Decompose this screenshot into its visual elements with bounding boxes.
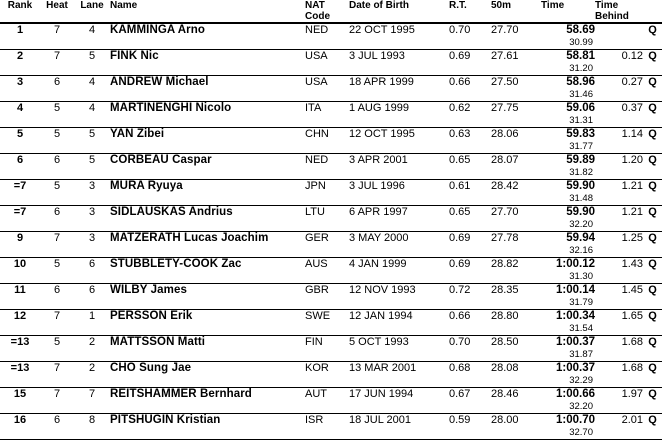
cell-athlete-name: PITSHUGIN Kristian: [110, 414, 221, 426]
cell-heat: 7: [53, 24, 61, 36]
cell-time: [541, 206, 595, 232]
second-50-split: 31.87: [569, 349, 593, 360]
cell-heat: 6: [53, 154, 61, 166]
header-date-of-birth: Date of Birth: [349, 0, 449, 23]
cell-nat-code: KOR: [305, 362, 329, 374]
final-time: 59.89: [566, 154, 595, 166]
cell-nat-code: CHN: [305, 128, 329, 140]
cell-nat-code: JPN: [305, 180, 326, 192]
cell-rank: =13: [10, 336, 30, 348]
cell-time-behind: 1.21: [621, 180, 643, 192]
cell-nat-code: FIN: [305, 336, 323, 348]
cell-athlete-name: CORBEAU Caspar: [110, 154, 212, 166]
final-time: 1:00.34: [555, 310, 595, 322]
cell-date-of-birth: 1 AUG 1999: [349, 102, 409, 114]
final-time: 1:00.37: [555, 336, 595, 348]
final-time: 59.94: [566, 232, 595, 244]
cell-rank: 11: [14, 284, 26, 296]
cell-50m-split: 28.06: [491, 128, 519, 140]
cell-qualify-badge: Q: [648, 76, 657, 88]
cell-rank: 4: [16, 102, 24, 114]
cell-time-behind: 0.37: [621, 102, 643, 114]
cell-athlete-name: SIDLAUSKAS Andrius: [110, 206, 233, 218]
cell-time-behind: 1.45: [621, 284, 643, 296]
final-time: 59.90: [566, 180, 595, 192]
cell-reaction-time: 0.70: [449, 24, 471, 36]
cell-rank: 1: [16, 24, 24, 36]
cell-rank: 2: [16, 50, 24, 62]
header-50m-split: 50m: [491, 0, 541, 23]
header-behind-line2: Behind: [595, 11, 629, 22]
header-time-behind: [595, 0, 643, 23]
table-header: [0, 0, 662, 23]
final-time: 58.81: [566, 50, 595, 62]
final-time: 1:00.12: [555, 258, 595, 270]
cell-lane: 2: [88, 336, 96, 348]
second-50-split: 31.46: [569, 89, 593, 100]
cell-50m-split: 27.70: [491, 206, 519, 218]
cell-lane: 5: [88, 154, 96, 166]
cell-qualify-badge: Q: [648, 102, 657, 114]
cell-athlete-name: MATZERATH Lucas Joachim: [110, 232, 269, 244]
cell-time: [541, 336, 595, 362]
cell-athlete-name: MARTINENGHI Nicolo: [110, 102, 232, 114]
header-nat-line1: NAT: [305, 0, 325, 11]
cell-lane: 5: [88, 128, 96, 140]
table-row: [0, 284, 662, 310]
cell-date-of-birth: 6 APR 1997: [349, 206, 408, 218]
cell-time-behind: 0.12: [621, 50, 643, 62]
cell-reaction-time: 0.69: [449, 50, 471, 62]
cell-lane: 5: [88, 50, 96, 62]
cell-time: [541, 232, 595, 258]
table-row: [0, 414, 662, 440]
cell-lane: 4: [88, 24, 96, 36]
table-row: [0, 362, 662, 388]
cell-date-of-birth: 5 OCT 1993: [349, 336, 409, 348]
cell-lane: 4: [88, 102, 96, 114]
table-body: [0, 23, 662, 440]
table-row: [0, 50, 662, 76]
cell-qualify-badge: Q: [648, 180, 657, 192]
cell-time-behind: 1.97: [621, 388, 643, 400]
cell-date-of-birth: 17 JUN 1994: [349, 388, 414, 400]
cell-time: [541, 362, 595, 388]
cell-date-of-birth: 12 OCT 1995: [349, 128, 415, 140]
header-nat-line2: Code: [305, 11, 330, 22]
cell-lane: 3: [88, 180, 96, 192]
table-row: [0, 232, 662, 258]
cell-time: [541, 388, 595, 414]
cell-reaction-time: 0.65: [449, 154, 471, 166]
cell-athlete-name: STUBBLETY-COOK Zac: [110, 258, 242, 270]
cell-rank: 16: [13, 414, 27, 426]
cell-time-behind: [595, 23, 643, 50]
cell-heat: 5: [53, 180, 61, 192]
cell-athlete-name: WILBY James: [110, 284, 187, 296]
cell-qualify-badge: Q: [648, 388, 657, 400]
cell-lane: 7: [88, 388, 96, 400]
cell-qualify-badge: Q: [648, 310, 657, 322]
cell-nat-code: LTU: [305, 206, 325, 218]
header-qualify: [643, 0, 662, 23]
cell-reaction-time: 0.66: [449, 76, 471, 88]
cell-lane: 6: [88, 284, 96, 296]
cell-reaction-time: 0.61: [449, 180, 471, 192]
cell-nat-code: GER: [305, 232, 329, 244]
table-row: [0, 23, 662, 50]
cell-athlete-name: ANDREW Michael: [110, 76, 209, 88]
final-time: 58.69: [566, 24, 595, 36]
cell-heat: 7: [53, 388, 61, 400]
cell-athlete-name: PERSSON Erik: [110, 310, 193, 322]
cell-50m-split: 28.50: [491, 336, 519, 348]
cell-reaction-time: 0.70: [449, 336, 471, 348]
cell-rank: 9: [16, 232, 24, 244]
cell-qualify-badge: Q: [648, 128, 657, 140]
cell-heat: 7: [53, 362, 61, 374]
cell-nat-code: SWE: [305, 310, 331, 322]
cell-rank: 15: [13, 388, 27, 400]
cell-date-of-birth: 3 JUL 1996: [349, 180, 405, 192]
final-time: 58.96: [566, 76, 595, 88]
second-50-split: 32.29: [569, 375, 593, 386]
cell-date-of-birth: 3 APR 2001: [349, 154, 408, 166]
cell-reaction-time: 0.63: [449, 128, 471, 140]
second-50-split: 32.16: [569, 245, 593, 256]
second-50-split: 31.20: [569, 63, 593, 74]
cell-athlete-name: REITSHAMMER Bernhard: [110, 388, 252, 400]
cell-rank: 12: [13, 310, 27, 322]
cell-nat-code: AUT: [305, 388, 327, 400]
cell-qualify-badge: Q: [648, 284, 657, 296]
header-heat: Heat: [40, 0, 74, 23]
cell-rank: 6: [16, 154, 24, 166]
table-row: [0, 180, 662, 206]
cell-time-behind: 1.68: [621, 336, 643, 348]
cell-qualify-badge: Q: [648, 24, 657, 36]
header-rank: Rank: [0, 0, 40, 23]
cell-rank: 3: [16, 76, 24, 88]
cell-date-of-birth: 3 JUL 1993: [349, 50, 405, 62]
cell-time: [541, 154, 595, 180]
table-row: [0, 128, 662, 154]
cell-reaction-time: 0.67: [449, 388, 471, 400]
cell-time: [541, 310, 595, 336]
cell-rank: =7: [13, 180, 27, 192]
cell-qualify-badge: Q: [648, 258, 657, 270]
table-row: [0, 388, 662, 414]
second-50-split: 31.82: [569, 167, 593, 178]
cell-heat: 7: [53, 232, 61, 244]
cell-reaction-time: 0.66: [449, 310, 471, 322]
final-time: 1:00.37: [555, 362, 595, 374]
cell-time: [541, 50, 595, 76]
cell-nat-code: USA: [305, 76, 328, 88]
cell-heat: 5: [53, 128, 61, 140]
final-time: 59.06: [566, 102, 595, 114]
final-time: 1:00.66: [555, 388, 595, 400]
cell-rank: 5: [16, 128, 24, 140]
cell-50m-split: 28.42: [491, 180, 519, 192]
cell-heat: 6: [53, 414, 61, 426]
cell-heat: 7: [53, 50, 61, 62]
cell-nat-code: GBR: [305, 284, 329, 296]
cell-lane: 3: [88, 232, 96, 244]
cell-athlete-name: MATTSSON Matti: [110, 336, 206, 348]
cell-time-behind: 1.25: [621, 232, 643, 244]
cell-reaction-time: 0.59: [449, 414, 471, 426]
cell-50m-split: 28.82: [491, 258, 519, 270]
cell-50m-split: 27.75: [491, 102, 519, 114]
header-behind-line1: Time: [595, 0, 619, 11]
final-time: 1:00.70: [555, 414, 595, 426]
cell-time-behind: 1.20: [621, 154, 643, 166]
cell-time: [541, 258, 595, 284]
cell-lane: 3: [88, 206, 96, 218]
header-reaction-time: R.T.: [449, 0, 491, 23]
cell-50m-split: 28.08: [491, 362, 519, 374]
final-time: 59.83: [566, 128, 595, 140]
cell-rank: =13: [10, 362, 30, 374]
cell-lane: 1: [88, 310, 96, 322]
cell-time: [541, 284, 595, 310]
table-row: [0, 206, 662, 232]
cell-lane: 8: [88, 414, 96, 426]
cell-heat: 7: [53, 310, 61, 322]
cell-qualify-badge: Q: [648, 336, 657, 348]
cell-reaction-time: 0.65: [449, 206, 471, 218]
cell-50m-split: 27.78: [491, 232, 519, 244]
cell-nat-code: NED: [305, 154, 329, 166]
cell-rank: 10: [13, 258, 27, 270]
table-row: [0, 258, 662, 284]
table-header-row: [0, 0, 662, 23]
second-50-split: 31.77: [569, 141, 593, 152]
cell-qualify-badge: Q: [648, 232, 657, 244]
header-lane: Lane: [74, 0, 110, 23]
cell-rank: =7: [13, 206, 27, 218]
cell-heat: 6: [53, 206, 61, 218]
cell-athlete-name: MURA Ryuya: [110, 180, 183, 192]
cell-heat: 5: [53, 258, 61, 270]
final-time: 1:00.14: [555, 284, 595, 296]
cell-nat-code: ISR: [305, 414, 324, 426]
cell-athlete-name: YAN Zibei: [110, 128, 165, 140]
cell-50m-split: 28.07: [491, 154, 519, 166]
cell-time-behind: 0.27: [621, 76, 643, 88]
cell-50m-split: 27.50: [491, 76, 519, 88]
cell-time: [541, 102, 595, 128]
cell-time-behind: 1.65: [621, 310, 643, 322]
cell-nat-code: USA: [305, 50, 328, 62]
cell-heat: 5: [53, 336, 61, 348]
cell-time: [541, 414, 595, 440]
cell-date-of-birth: 18 JUL 2001: [349, 414, 411, 426]
table-row: [0, 76, 662, 102]
final-time: 59.90: [566, 206, 595, 218]
cell-50m-split: 28.46: [491, 388, 519, 400]
cell-lane: 2: [88, 362, 96, 374]
cell-date-of-birth: 12 NOV 1993: [349, 284, 416, 296]
second-50-split: 32.70: [569, 427, 593, 438]
cell-qualify-badge: Q: [648, 362, 657, 374]
cell-reaction-time: 0.69: [449, 258, 471, 270]
second-50-split: 31.79: [569, 297, 593, 308]
cell-time-behind: 1.68: [621, 362, 643, 374]
cell-reaction-time: 0.62: [449, 102, 471, 114]
cell-50m-split: 28.35: [491, 284, 519, 296]
cell-time: [541, 23, 595, 50]
table-row: [0, 154, 662, 180]
second-50-split: 32.20: [569, 219, 593, 230]
cell-qualify-badge: Q: [648, 414, 657, 426]
header-time: Time: [541, 0, 595, 23]
cell-qualify-badge: Q: [648, 206, 657, 218]
cell-athlete-name: CHO Sung Jae: [110, 362, 192, 374]
cell-reaction-time: 0.72: [449, 284, 471, 296]
cell-athlete-name: KAMMINGA Arno: [110, 24, 205, 36]
cell-heat: 6: [53, 284, 61, 296]
cell-time-behind: 1.21: [621, 206, 643, 218]
cell-50m-split: 27.61: [491, 50, 519, 62]
cell-date-of-birth: 22 OCT 1995: [349, 24, 415, 36]
cell-time-behind: 2.01: [621, 414, 643, 426]
header-name: Name: [110, 0, 305, 23]
cell-time: [541, 180, 595, 206]
table-row: [0, 310, 662, 336]
table-row: [0, 102, 662, 128]
cell-lane: 6: [88, 258, 96, 270]
cell-nat-code: AUS: [305, 258, 328, 270]
second-50-split: 32.20: [569, 401, 593, 412]
cell-heat: 6: [53, 76, 61, 88]
cell-time: [541, 128, 595, 154]
cell-date-of-birth: 3 MAY 2000: [349, 232, 409, 244]
second-50-split: 30.99: [569, 37, 593, 48]
cell-date-of-birth: 4 JAN 1999: [349, 258, 407, 270]
cell-50m-split: 27.70: [491, 24, 519, 36]
cell-heat: 5: [53, 102, 61, 114]
second-50-split: 31.54: [569, 323, 593, 334]
cell-athlete-name: FINK Nic: [110, 50, 159, 62]
cell-qualify-badge: Q: [648, 154, 657, 166]
cell-time-behind: 1.43: [621, 258, 643, 270]
cell-time: [541, 76, 595, 102]
cell-nat-code: ITA: [305, 102, 322, 114]
cell-50m-split: 28.80: [491, 310, 519, 322]
cell-lane: 4: [88, 76, 96, 88]
second-50-split: 31.30: [569, 271, 593, 282]
header-nat-code: [305, 0, 349, 23]
cell-reaction-time: 0.69: [449, 232, 471, 244]
cell-time-behind: 1.14: [621, 128, 643, 140]
cell-nat-code: NED: [305, 24, 329, 36]
table-row: [0, 336, 662, 362]
cell-qualify-badge: Q: [648, 50, 657, 62]
cell-reaction-time: 0.68: [449, 362, 471, 374]
cell-date-of-birth: 13 MAR 2001: [349, 362, 417, 374]
second-50-split: 31.48: [569, 193, 593, 204]
cell-date-of-birth: 18 APR 1999: [349, 76, 414, 88]
cell-date-of-birth: 12 JAN 1994: [349, 310, 413, 322]
second-50-split: 31.31: [569, 115, 593, 126]
cell-50m-split: 28.00: [491, 414, 519, 426]
